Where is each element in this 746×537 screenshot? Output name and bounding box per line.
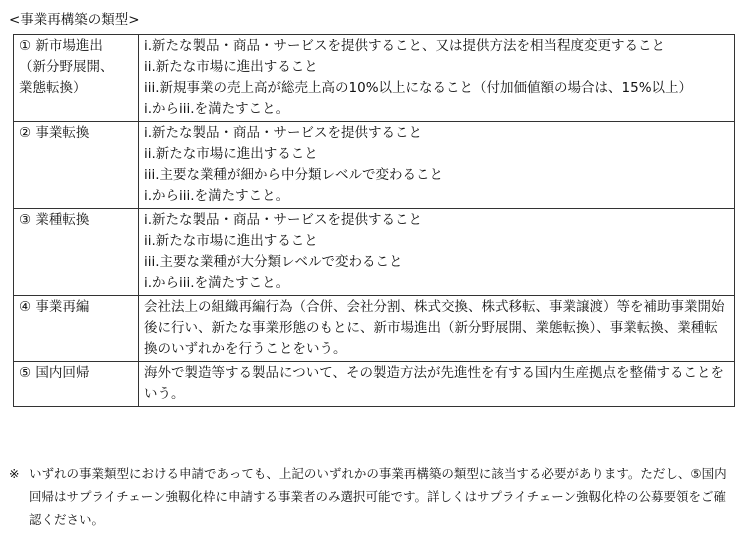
requirement-line: i.からiii.を満たすこと。 [144,101,290,117]
restructuring-types-table [13,34,735,407]
type-description-cell [139,122,735,209]
type-label-cell [14,122,139,209]
requirement-line: i.新たな製品・商品・サービスを提供すること、又は提供方法を相当程度変更すること [144,38,666,54]
type-label: ② 事業転換 [19,125,90,141]
requirement-line: i.新たな製品・商品・サービスを提供すること [144,212,423,228]
table-row [14,296,735,362]
type-label-cell [14,35,139,122]
type-description-cell [139,35,735,122]
note-mark: ※ [9,466,20,481]
requirement-line: i.新たな製品・商品・サービスを提供すること [144,125,423,141]
table-row [14,35,735,122]
type-description-cell [139,362,735,407]
requirement-line: i.からiii.を満たすこと。 [144,188,290,204]
type-label: ③ 業種転換 [19,212,90,228]
type-label-cell [14,209,139,296]
requirement-line: ii.新たな市場に進出すること [144,59,318,75]
requirement-line: iii.主要な業種が大分類レベルで変わること [144,254,403,270]
type-label: ⑤ 国内回帰 [19,365,90,381]
table-row [14,362,735,407]
requirement-line: iii.主要な業種が細から中分類レベルで変わること [144,167,444,183]
table-row [14,122,735,209]
type-label-cell [14,296,139,362]
section-heading: <事業再構築の類型> [9,12,140,28]
type-sublabel: 業態転換） [19,80,87,96]
type-description-cell [139,209,735,296]
type-sublabel: （新分野展開、 [19,59,114,75]
table-row [14,209,735,296]
footnote-text: いずれの事業類型における申請であっても、上記のいずれかの事業再構築の類型に該当する必要があります。ただし、⑤国内回帰はサプライチェーン強靱化枠に申請する事業者のみ選択可能です。詳しくはサプライチェーン強靱化枠の公募要領をご確認ください。 [29,466,727,527]
type-label-cell [14,362,139,407]
type-description-cell [139,296,735,362]
definition-text: 海外で製造等する製品について、その製造方法が先進性を有する国内生産拠点を整備することをいう。 [144,365,724,402]
type-label: ① 新市場進出 [19,38,103,54]
requirement-line: ii.新たな市場に進出すること [144,233,318,249]
requirement-line: i.からiii.を満たすこと。 [144,275,290,291]
definition-text: 会社法上の組織再編行為（合併、会社分割、株式交換、株式移転、事業譲渡）等を補助事業開始後に行い、新たな事業形態のもとに、新市場進出（新分野展開、業態転換）、事業転換、業種転換のいずれかを行うことをいう。 [144,299,725,357]
type-label: ④ 事業再編 [19,299,90,315]
requirement-line: iii.新規事業の売上高が総売上高の10%以上になること（付加価値額の場合は、15%以上） [144,80,693,96]
requirement-line: ii.新たな市場に進出すること [144,146,318,162]
footnote [9,462,737,531]
